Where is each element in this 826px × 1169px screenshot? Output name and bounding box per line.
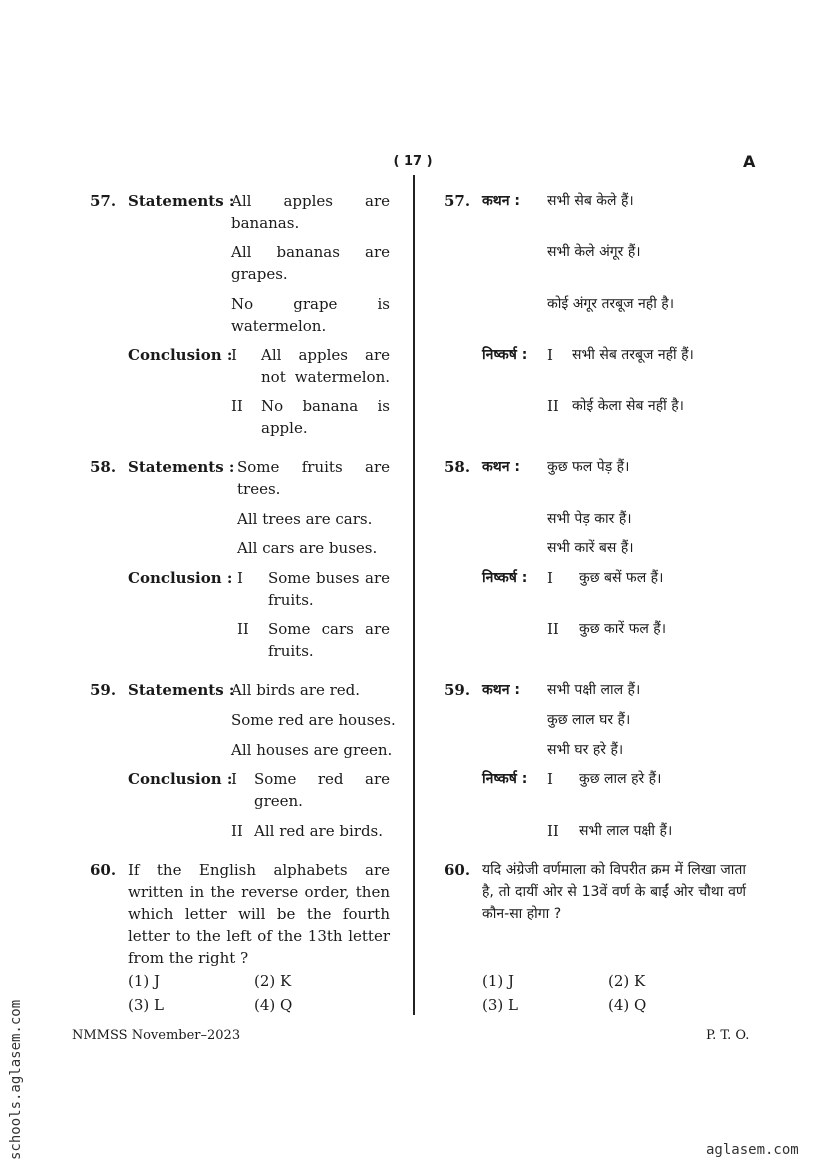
q59-conclusion-1-numeral: I: [231, 770, 237, 788]
hi-q57-conclusion-1: सभी सेब तरबूज नहीं हैं।: [572, 347, 694, 363]
hi-q58-conclusion-2-numeral: II: [547, 620, 559, 638]
hi-q57-conclusion-2: कोई केला सेब नहीं है।: [572, 398, 684, 414]
hi-q59-statement-3: सभी घर हरे हैं।: [547, 742, 624, 758]
q59-conclusion-label: Conclusion :: [128, 770, 233, 788]
q57-conclusion-1: All apples are not watermelon.: [261, 346, 390, 386]
q58-statement-2: All trees are cars.: [237, 510, 373, 528]
q57-statements-label: Statements :: [128, 192, 235, 210]
q57-conclusion-1-numeral: I: [231, 346, 237, 364]
hi-q60-option-4[interactable]: (4) Q: [608, 996, 647, 1014]
q57-number: 57.: [90, 192, 117, 210]
hi-q57-conclusion-2-numeral: II: [547, 397, 559, 415]
hi-q59-conclusion-2-numeral: II: [547, 822, 559, 840]
q57-statement-3: No grape is watermelon.: [231, 295, 390, 335]
hi-q59-conclusion-label: निष्कर्ष :: [482, 771, 528, 787]
hi-q60-text: यदि अंग्रेजी वर्णमाला को विपरीत क्रम में लिखा जाता है, तो दायीं ओर से 13वें वर्ण के बाईं ओर चौथा वर्ण कौन-सा होगा ?: [482, 862, 746, 922]
q57-conclusion-label: Conclusion :: [128, 346, 233, 364]
hi-q57-number: 57.: [444, 192, 471, 210]
hi-q59-statements-label: कथन :: [482, 682, 520, 698]
q60-option-2[interactable]: (2) K: [254, 972, 292, 990]
footer-pto: P. T. O.: [706, 1028, 750, 1043]
q58-conclusion-2-numeral: II: [237, 620, 249, 638]
q58-number: 58.: [90, 458, 117, 476]
hi-q59-conclusion-1-numeral: I: [547, 770, 553, 788]
q59-number: 59.: [90, 681, 117, 699]
hi-q58-statement-2: सभी पेड़ कार हैं।: [547, 511, 632, 527]
q60-number: 60.: [90, 861, 117, 879]
q57-conclusion-2-numeral: II: [231, 397, 243, 415]
hi-q58-conclusion-label: निष्कर्ष :: [482, 570, 528, 586]
q59-conclusion-1: Some red are green.: [254, 770, 390, 810]
q57-conclusion-2: No banana is apple.: [261, 397, 390, 437]
footer-exam-name: NMMSS November–2023: [72, 1028, 241, 1043]
hi-q57-statement-1: सभी सेब केले हैं।: [547, 193, 634, 209]
hi-q57-conclusion-label: निष्कर्ष :: [482, 347, 528, 363]
hi-q59-number: 59.: [444, 681, 471, 699]
hi-q58-conclusion-1-numeral: I: [547, 569, 553, 587]
q59-statement-3: All houses are green.: [231, 741, 393, 759]
hi-q59-conclusion-2: सभी लाल पक्षी हैं।: [579, 823, 673, 839]
q57-statement-2: All bananas are grapes.: [231, 243, 390, 283]
hi-q58-statements-label: कथन :: [482, 459, 520, 475]
hi-q58-number: 58.: [444, 458, 471, 476]
hi-q58-conclusion-1: कुछ बसें फल हैं।: [579, 570, 664, 586]
q60-text: If the English alphabets are written in the reverse order, then which letter will be the fourth letter to the left of the 13th letter from the right ?: [128, 861, 390, 967]
hi-q57-statement-2: सभी केले अंगूर हैं।: [547, 244, 641, 260]
q60-option-3[interactable]: (3) L: [128, 996, 164, 1014]
hi-q59-statement-1: सभी पक्षी लाल हैं।: [547, 682, 641, 698]
q57-statement-1: All apples are bananas.: [231, 192, 390, 232]
hi-q57-statements-label: कथन :: [482, 193, 520, 209]
hi-q58-statement-1: कुछ फल पेड़ हैं।: [547, 459, 630, 475]
q60-option-4[interactable]: (4) Q: [254, 996, 293, 1014]
q59-statement-2: Some red are houses.: [231, 711, 396, 729]
q58-statement-3: All cars are buses.: [237, 539, 378, 557]
q58-conclusion-1: Some buses are fruits.: [268, 569, 390, 609]
hi-q60-number: 60.: [444, 861, 471, 879]
q59-conclusion-2-numeral: II: [231, 822, 243, 840]
q59-statement-1: All birds are red.: [231, 681, 361, 699]
q58-conclusion-label: Conclusion :: [128, 569, 233, 587]
hi-q60-option-3[interactable]: (3) L: [482, 996, 518, 1014]
q58-statements-label: Statements :: [128, 458, 235, 476]
hi-q57-statement-3: कोई अंगूर तरबूज नही है।: [547, 296, 675, 312]
column-divider: [413, 175, 415, 1015]
hi-q59-statement-2: कुछ लाल घर हैं।: [547, 712, 631, 728]
hi-q57-conclusion-1-numeral: I: [547, 346, 553, 364]
side-watermark: schools.aglasem.com: [8, 999, 24, 1160]
q58-conclusion-1-numeral: I: [237, 569, 243, 587]
hi-q58-statement-3: सभी कारें बस हैं।: [547, 540, 634, 556]
bottom-watermark: aglasem.com: [706, 1142, 799, 1158]
q58-conclusion-2: Some cars are fruits.: [268, 620, 390, 660]
set-code: A: [743, 152, 756, 171]
q60-option-1[interactable]: (1) J: [128, 972, 161, 990]
hi-q58-conclusion-2: कुछ कारें फल हैं।: [579, 621, 667, 637]
hi-q60-option-1[interactable]: (1) J: [482, 972, 515, 990]
q59-statements-label: Statements :: [128, 681, 235, 699]
hi-q60-option-2[interactable]: (2) K: [608, 972, 646, 990]
hi-q59-conclusion-1: कुछ लाल हरे हैं।: [579, 771, 662, 787]
page-number: ( 17 ): [393, 154, 433, 169]
q59-conclusion-2: All red are birds.: [254, 822, 384, 840]
q58-statement-1: Some fruits are trees.: [237, 458, 390, 498]
